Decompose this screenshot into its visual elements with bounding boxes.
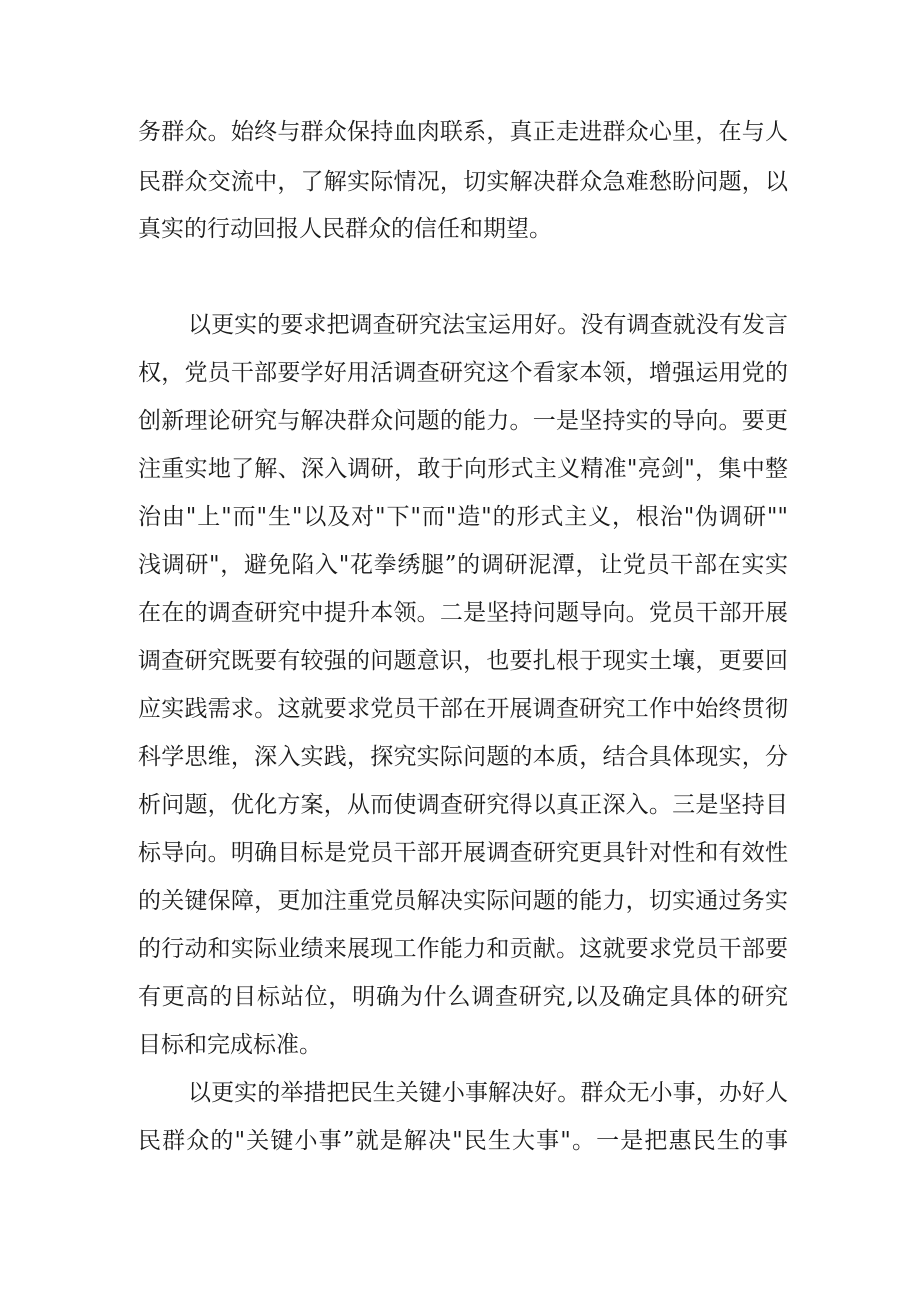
text-line: 科学思维，深入实践，探究实际问题的本质，结合具体现实，分 xyxy=(138,744,788,770)
text-line: 浅调研"，避免陷入"花拳绣腿”的调研泥潭，让党员干部在实实 xyxy=(138,552,788,578)
text-line: 民群众交流中，了解实际情况，切实解决群众急难愁盼问题，以 xyxy=(138,169,788,195)
text-line: 目标和完成标准。 xyxy=(138,1032,322,1058)
text-line: 务群众。始终与群众保持血肉联系，真正走进群众心里，在与人 xyxy=(138,119,788,145)
text-line: 真实的行动回报人民群众的信任和期望。 xyxy=(138,216,552,242)
text-line: 有更高的目标站位，明确为什么调查研究,以及确定具体的研究 xyxy=(138,984,788,1010)
text-line: 注重实地了解、深入调研，敢于向形式主义精准"亮剑"，集中整 xyxy=(138,456,788,482)
text-line: 调查研究既要有较强的问题意识，也要扎根于现实土壤，更要回 xyxy=(138,648,788,674)
text-line: 治由"上"而"生"以及对"下"而"造"的形式主义，根治"伪调研"" xyxy=(138,504,788,530)
text-line: 民群众的"关键小事”就是解决"民生大事"。一是把惠民生的事 xyxy=(138,1128,788,1154)
text-line: 在在的调查研究中提升本领。二是坚持问题导向。党员干部开展 xyxy=(138,600,788,626)
text-line: 标导向。明确目标是党员干部开展调查研究更具针对性和有效性 xyxy=(138,840,788,866)
paragraph-first-line: 以更实的要求把调查研究法宝运用好。没有调查就没有发言 xyxy=(188,312,788,338)
paragraph-first-line: 以更实的举措把民生关键小事解决好。群众无小事，办好人 xyxy=(188,1080,788,1106)
text-line: 的关键保障，更加注重党员解决实际问题的能力，切实通过务实 xyxy=(138,888,788,914)
text-line: 的行动和实际业绩来展现工作能力和贡献。这就要求党员干部要 xyxy=(138,936,788,962)
text-line: 应实践需求。这就要求党员干部在开展调查研究工作中始终贯彻 xyxy=(138,696,788,722)
text-line: 析问题，优化方案，从而使调查研究得以真正深入。三是坚持目 xyxy=(138,792,788,818)
text-line: 创新理论研究与解决群众问题的能力。一是坚持实的导向。要更 xyxy=(138,408,788,434)
text-line: 权，党员干部要学好用活调查研究这个看家本领，增强运用党的 xyxy=(138,360,788,386)
